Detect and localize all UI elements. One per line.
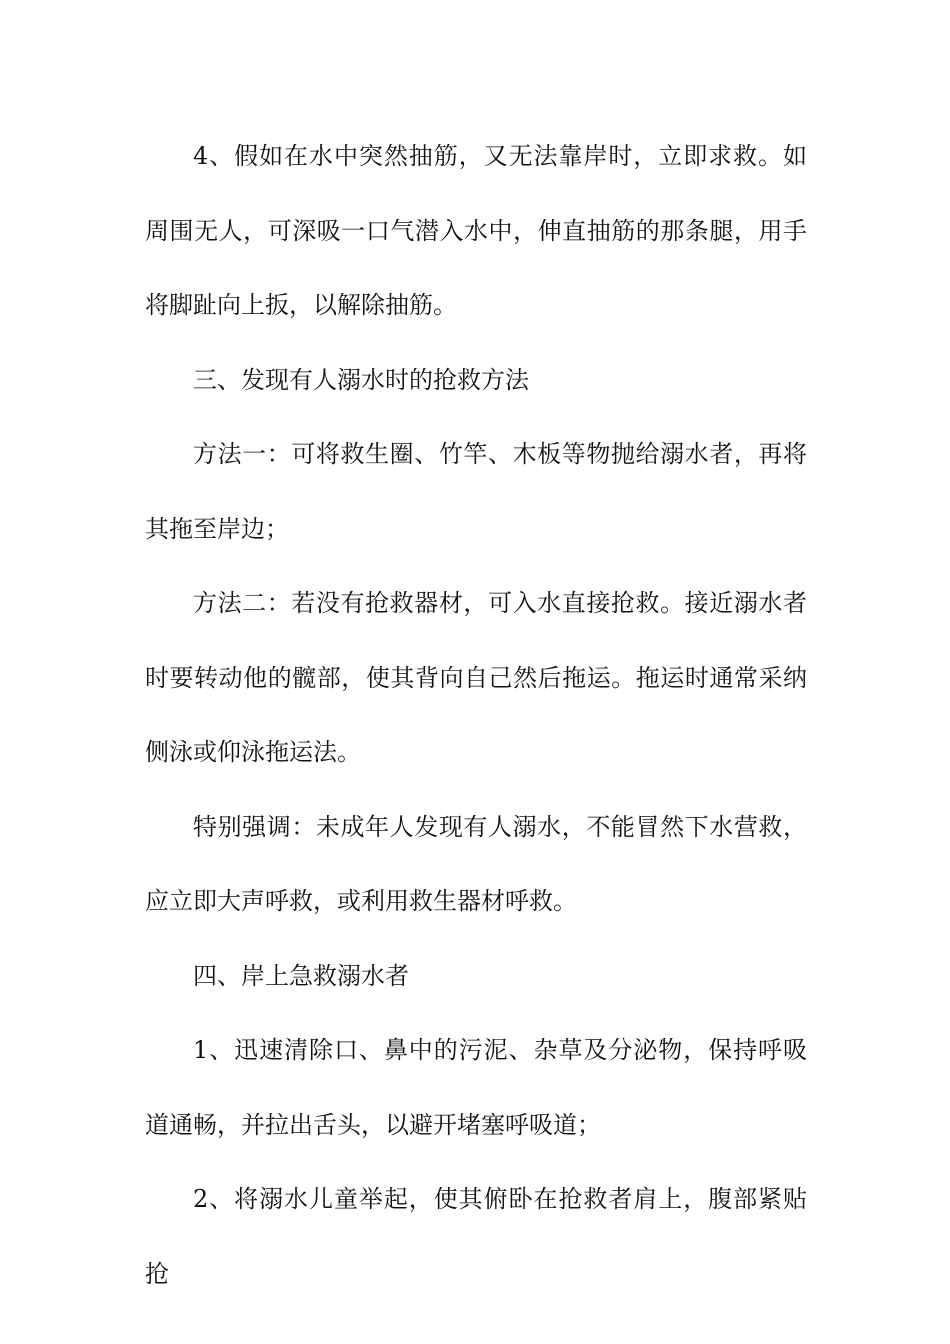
section-heading-rescue-methods: 三、发现有人溺水时的抢救方法 (193, 365, 529, 394)
document-body (145, 119, 807, 1311)
paragraph-lift-child: 2、将溺水儿童举起，使其俯卧在抢救者肩上，腹部紧贴抢 (145, 1185, 807, 1288)
paragraph-method-one: 方法一：可将救生圈、竹竿、木板等物抛给溺水者，再将其拖至岸边； (145, 440, 807, 543)
paragraph-clear-airway: 1、迅速清除口、鼻中的污泥、杂草及分泌物，保持呼吸道通畅，并拉出舌头，以避开堵塞呼吸道； (145, 1036, 807, 1139)
section-heading-shore-first-aid: 四、岸上急救溺水者 (193, 961, 409, 990)
paragraph-special-emphasis: 特别强调：未成年人发现有人溺水，不能冒然下水营救，应立即大声呼救，或利用救生器材呼救。 (145, 812, 807, 915)
paragraph-cramp-self-rescue: 4、假如在水中突然抽筋，又无法靠岸时，立即求救。如周围无人，可深吸一口气潜入水中，伸直抽筋的那条腿，用手将脚趾向上扳，以解除抽筋。 (145, 142, 807, 319)
paragraph-method-two: 方法二：若没有抢救器材，可入水直接抢救。接近溺水者时要转动他的髋部，使其背向自己然后拖运。拖运时通常采纳侧泳或仰泳拖运法。 (145, 589, 807, 766)
